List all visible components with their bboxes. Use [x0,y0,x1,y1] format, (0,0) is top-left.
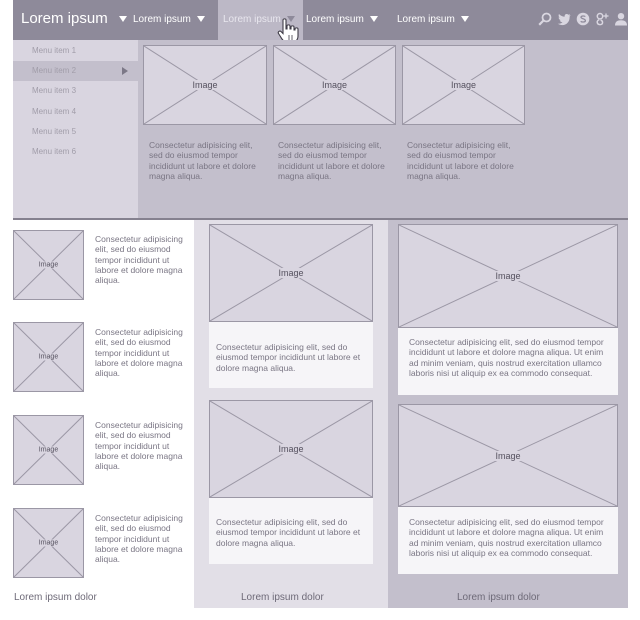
card-text-4: Consectetur adipisicing elit, sed do eiusmod tempor incididunt ut labore et dolore magna aliqua. Ut enim ad minim veniam, quis nostrud exercitation ullamco laboris nisi ut aliquip ex ea commodo consequat. [409,517,604,558]
chevron-down-icon [461,16,469,22]
image-label: Image [495,271,521,281]
thumbnail-image-4[interactable] [13,508,84,578]
menu-item-4[interactable]: Menu item 4 [32,107,77,116]
image-label: Image [278,268,304,278]
nav-item-1[interactable] [133,0,205,40]
google-plus-icon[interactable] [595,12,609,26]
image-label: Image [38,261,59,269]
column-2-footer[interactable]: Lorem ipsum dolor [241,592,324,603]
image-label: Image [38,353,59,361]
menu-item-2[interactable] [13,61,138,81]
dropdown-image-1[interactable] [143,45,267,125]
thumbnail-image-3[interactable] [13,415,84,485]
nav-item-label: Lorem ipsum [397,14,455,25]
chevron-down-icon [370,16,378,22]
dropdown-text-3: Consectetur adipisicing elit, sed do eiusmod tempor incididunt ut labore et dolore magna aliqua. [407,140,514,181]
menu-item-3[interactable]: Menu item 3 [32,86,77,95]
card-text-2: Consectetur adipisicing elit, sed do eiusmod tempor incididunt ut labore et dolore magna aliqua. [216,517,361,548]
image-label: Image [450,80,476,90]
nav-item-label: Lorem ipsum [306,14,364,25]
dropdown-image-2[interactable] [273,45,396,125]
chevron-right-icon [122,67,128,75]
menu-item-label: Menu item 2 [32,66,77,75]
thumbnail-text-1: Consectetur adipisicing elit, sed do eiusmod tempor incididunt ut labore et dolore magna aliqua. [95,234,183,286]
nav-item-label: Lorem ipsum [133,14,191,25]
dropdown-text-1: Consectetur adipisicing elit, sed do eiusmod tempor incididunt ut labore et dolore magna aliqua. [149,140,256,181]
brand-dropdown-icon[interactable] [119,16,127,22]
nav-item-4[interactable] [397,0,469,40]
navbar-icons [538,12,628,28]
image-label: Image [38,446,59,454]
menu-item-6[interactable]: Menu item 6 [32,147,77,156]
search-icon[interactable] [538,12,552,26]
skype-icon[interactable] [576,12,590,26]
column-3-footer[interactable]: Lorem ipsum dolor [457,592,540,603]
image-label: Image [495,450,521,461]
thumbnail-text-4: Consectetur adipisicing elit, sed do eiusmod tempor incididunt ut labore et dolore magna aliqua. [95,513,183,565]
menu-item-1[interactable]: Menu item 1 [32,46,77,55]
menu-item-5[interactable]: Menu item 5 [32,127,77,136]
image-label: Image [321,80,347,90]
user-icon[interactable] [614,12,628,26]
thumbnail-image-1[interactable] [13,230,84,300]
nav-item-3[interactable] [306,0,378,40]
dropdown-image-3[interactable] [402,45,525,125]
brand-link[interactable]: Lorem ipsum [21,10,108,27]
chevron-down-icon [197,16,205,22]
card-text-3: Consectetur adipisicing elit, sed do eiusmod tempor incididunt ut labore et dolore magna aliqua. Ut enim ad minim veniam, quis nostrud exercitation ullamco laboris nisi ut aliquip ex ea commodo consequat. [409,337,604,378]
dropdown-text-2: Consectetur adipisicing elit, sed do eiusmod tempor incididunt ut labore et dolore magna aliqua. [278,140,385,181]
card-text-1: Consectetur adipisicing elit, sed do eiusmod tempor incididunt ut labore et dolore magna aliqua. [216,342,361,373]
card-image-2[interactable] [209,400,373,498]
twitter-icon[interactable] [557,12,571,26]
thumbnail-text-3: Consectetur adipisicing elit, sed do eiusmod tempor incididunt ut labore et dolore magna aliqua. [95,420,183,472]
card-image-4[interactable] [398,404,618,507]
image-label: Image [278,444,304,454]
nav-item-label: Lorem ipsum [223,14,281,25]
column-1-footer[interactable]: Lorem ipsum dolor [14,592,97,603]
image-label: Image [192,80,218,90]
thumbnail-text-2: Consectetur adipisicing elit, sed do eiusmod tempor incididunt ut labore et dolore magna aliqua. [95,327,183,379]
card-image-1[interactable] [209,224,373,322]
dropdown-menu [13,40,138,218]
image-label: Image [38,539,59,547]
thumbnail-image-2[interactable] [13,322,84,392]
card-image-3[interactable] [398,224,618,328]
